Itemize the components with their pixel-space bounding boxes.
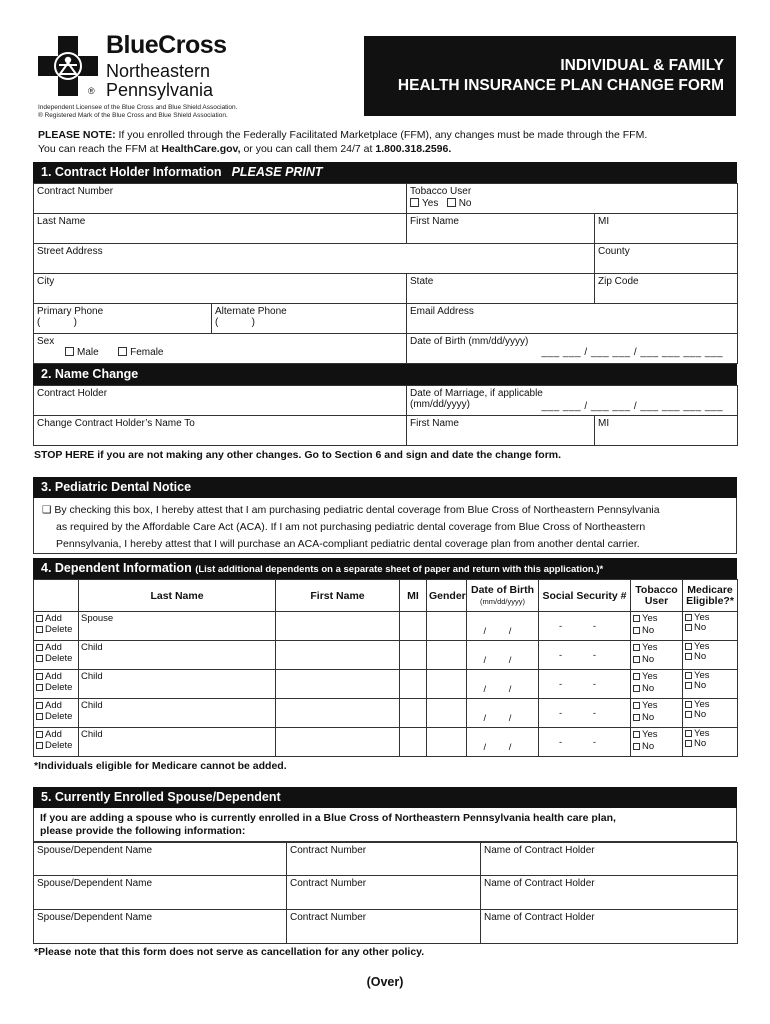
spouse-name-label: Spouse/Dependent Name	[37, 912, 153, 923]
dep-last-name-cell[interactable]	[79, 670, 276, 699]
dep-relation: Spouse	[81, 613, 114, 624]
dep-header-dob-format: (mm/dd/yyyy)	[480, 596, 525, 606]
delete-checkbox[interactable]	[36, 713, 43, 720]
delete-checkbox[interactable]	[36, 626, 43, 633]
dep-tobacco-cell	[631, 728, 683, 757]
tobacco-yes-checkbox[interactable]	[633, 702, 640, 709]
dep-medicare-cell	[683, 670, 738, 699]
contract-holder-field[interactable]	[34, 386, 407, 416]
add-checkbox[interactable]	[36, 644, 43, 651]
county-field[interactable]	[595, 244, 738, 274]
dep-tobacco-cell	[631, 699, 683, 728]
spouse-holder-field[interactable]	[481, 910, 738, 944]
add-checkbox[interactable]	[36, 731, 43, 738]
tobacco-no-checkbox[interactable]	[633, 656, 640, 663]
first-name-field[interactable]	[407, 214, 595, 244]
dep-dob-cell[interactable]: / /	[467, 641, 539, 670]
form-title-line1: INDIVIDUAL & FAMILY	[560, 57, 724, 74]
dep-ssn-cell[interactable]: - -	[539, 612, 631, 641]
dep-add-delete	[34, 670, 79, 699]
yes-label: Yes	[642, 729, 658, 740]
dep-ssn-cell[interactable]: - -	[539, 728, 631, 757]
spouse-contract-field[interactable]	[287, 876, 481, 910]
yes-label: Yes	[642, 613, 658, 624]
delete-checkbox[interactable]	[36, 742, 43, 749]
enrolled-row	[34, 876, 738, 910]
license-notice	[38, 104, 237, 120]
dep-relation: Child	[81, 671, 103, 682]
primary-phone-field[interactable]	[34, 304, 212, 334]
primary-phone-label: Primary Phone	[37, 306, 104, 317]
first-name-label: First Name	[410, 216, 459, 227]
add-label: Add	[45, 671, 62, 682]
tobacco-no-checkbox[interactable]	[447, 198, 456, 207]
brand-name: BlueCross	[106, 31, 227, 59]
dental-line3: Pennsylvania, I hereby attest that I will purchase an ACA-compliant pediatric dental coverage plan from another dental carrier.	[56, 538, 640, 550]
spouse-contract-label: Contract Number	[290, 912, 367, 923]
county-label: County	[598, 246, 630, 257]
license-line2: ® Registered Mark of the Blue Cross and Blue Shield Association.	[38, 112, 228, 119]
medicare-no-checkbox[interactable]	[685, 682, 692, 689]
enrolled-row	[34, 910, 738, 944]
dob-label: Date of Birth (mm/dd/yyyy)	[410, 336, 529, 347]
section3-title: 3. Pediatric Dental Notice	[41, 480, 192, 494]
dep-tobacco-cell	[631, 670, 683, 699]
medicare-no-checkbox[interactable]	[685, 740, 692, 747]
primary-phone-paren: ( )	[37, 317, 77, 328]
section5-title: 5. Currently Enrolled Spouse/Dependent	[41, 790, 281, 804]
dep-medicare-cell	[683, 699, 738, 728]
section1-subtitle: PLEASE PRINT	[231, 165, 323, 179]
add-label: Add	[45, 700, 62, 711]
yes-label: Yes	[694, 699, 710, 710]
contract-holder-table	[33, 183, 738, 364]
yes-label: Yes	[694, 670, 710, 681]
brand-region	[106, 62, 213, 100]
tobacco-no-label: No	[458, 198, 472, 209]
spouse-name-label: Spouse/Dependent Name	[37, 878, 153, 889]
dep-header-tobacco	[631, 580, 683, 612]
yes-label: Yes	[694, 728, 710, 739]
zip-field[interactable]	[595, 274, 738, 304]
dep-mi-cell[interactable]	[400, 728, 427, 757]
last-name-label: Last Name	[37, 216, 86, 227]
dep-mi-cell[interactable]	[400, 612, 427, 641]
section1-title: 1. Contract Holder Information	[41, 165, 222, 179]
alternate-phone-field[interactable]	[212, 304, 407, 334]
dep-mi-cell[interactable]	[400, 699, 427, 728]
delete-label: Delete	[45, 653, 73, 664]
new-mi-field[interactable]	[595, 416, 738, 446]
form-title-line2: HEALTH INSURANCE PLAN CHANGE FORM	[397, 77, 724, 94]
alternate-phone-paren: ( )	[215, 317, 255, 328]
dep-header-dob	[467, 580, 539, 612]
spouse-holder-field[interactable]	[481, 843, 738, 876]
zip-label: Zip Code	[598, 276, 639, 287]
medicare-yes-checkbox[interactable]	[685, 701, 692, 708]
dep-header-tobacco1: Tobacco	[635, 583, 678, 596]
dep-header-medicare2: Eligible?*	[686, 594, 734, 607]
dep-header-medicare	[683, 580, 738, 612]
spouse-holder-label: Name of Contract Holder	[484, 878, 595, 889]
tobacco-no-checkbox[interactable]	[633, 685, 640, 692]
add-checkbox[interactable]	[36, 702, 43, 709]
section5-intro	[40, 812, 730, 838]
dob-field[interactable]	[407, 334, 738, 364]
tobacco-no-checkbox[interactable]	[633, 743, 640, 750]
delete-label: Delete	[45, 740, 73, 751]
medicare-yes-checkbox[interactable]	[685, 730, 692, 737]
marriage-date-field[interactable]	[407, 386, 738, 416]
note-text2a: You can reach the FFM at	[38, 143, 162, 155]
medicare-no-checkbox[interactable]	[685, 711, 692, 718]
dep-first-name-cell[interactable]	[276, 641, 400, 670]
dep-header-blank	[34, 580, 79, 612]
dep-first-name-cell[interactable]	[276, 728, 400, 757]
tobacco-no-checkbox[interactable]	[633, 627, 640, 634]
dep-gender-cell[interactable]	[427, 728, 467, 757]
add-checkbox[interactable]	[36, 615, 43, 622]
dep-ssn-cell[interactable]: - -	[539, 670, 631, 699]
state-label: State	[410, 276, 434, 287]
delete-label: Delete	[45, 624, 73, 635]
section4-subtitle: (List additional dependents on a separate sheet of paper and return with this application.)*	[195, 564, 604, 575]
tobacco-no-checkbox[interactable]	[633, 714, 640, 721]
dep-mi-cell[interactable]	[400, 670, 427, 699]
section1-header	[33, 162, 737, 183]
email-label: Email Address	[410, 306, 474, 317]
section3-header	[33, 477, 737, 498]
no-label: No	[642, 625, 655, 636]
dep-add-delete	[34, 728, 79, 757]
dep-medicare-cell	[683, 641, 738, 670]
dep-add-delete	[34, 641, 79, 670]
no-label: No	[694, 680, 707, 691]
tobacco-yes-checkbox[interactable]	[410, 198, 419, 207]
dep-header-tobacco2: User	[644, 594, 669, 607]
marriage-date-format: (mm/dd/yyyy)	[410, 399, 470, 410]
dental-notice-text	[42, 502, 730, 553]
dep-relation: Child	[81, 729, 103, 740]
dep-last-name-cell[interactable]	[79, 728, 276, 757]
yes-label: Yes	[694, 641, 710, 652]
delete-label: Delete	[45, 682, 73, 693]
delete-checkbox[interactable]	[36, 684, 43, 691]
no-label: No	[694, 738, 707, 749]
dep-dob-cell[interactable]: / /	[467, 670, 539, 699]
dependent-row	[34, 728, 738, 757]
dep-medicare-cell	[683, 612, 738, 641]
spouse-name-field[interactable]	[34, 876, 287, 910]
ffm-note	[38, 128, 738, 156]
new-first-name-label: First Name	[410, 418, 459, 429]
dental-attest-checkbox[interactable]: ❑	[42, 504, 52, 516]
city-label: City	[37, 276, 55, 287]
dep-ssn-cell[interactable]: - -	[539, 699, 631, 728]
yes-label: Yes	[642, 642, 658, 653]
note-site: HealthCare.gov,	[161, 143, 241, 155]
section4-title: 4. Dependent Information	[41, 561, 192, 575]
tobacco-yes-checkbox[interactable]	[633, 615, 640, 622]
tobacco-yes-label: Yes	[422, 198, 439, 209]
tobacco-user-field	[407, 184, 738, 214]
enrolled-spouse-table	[33, 842, 738, 944]
over-indicator: (Over)	[366, 975, 404, 989]
dep-last-name-cell[interactable]	[79, 612, 276, 641]
email-field[interactable]	[407, 304, 738, 334]
spouse-holder-label: Name of Contract Holder	[484, 912, 595, 923]
add-label: Add	[45, 613, 62, 624]
change-name-label: Change Contract Holder’s Name To	[37, 418, 195, 429]
dep-tobacco-cell	[631, 612, 683, 641]
no-label: No	[694, 622, 707, 633]
dep-relation: Child	[81, 642, 103, 653]
marriage-date-blank: ___ ___ / ___ ___ / ___ ___ ___ ___	[541, 401, 724, 412]
registered-mark: ®	[88, 86, 95, 96]
dep-header-medicare1: Medicare	[687, 583, 733, 596]
dep-first-name-cell[interactable]	[276, 612, 400, 641]
tobacco-user-label: Tobacco User	[410, 186, 472, 197]
add-checkbox[interactable]	[36, 673, 43, 680]
new-first-name-field[interactable]	[407, 416, 595, 446]
dep-gender-cell[interactable]	[427, 641, 467, 670]
no-label: No	[642, 683, 655, 694]
yes-label: Yes	[642, 671, 658, 682]
name-change-table	[33, 385, 738, 446]
dependent-header-row	[34, 580, 738, 612]
mi-label: MI	[598, 216, 610, 227]
spouse-name-label: Spouse/Dependent Name	[37, 845, 153, 856]
dental-line2: as required by the Affordable Care Act (ACA). If I am not purchasing pediatric dental coverage from Blue Cross of Northeastern	[56, 521, 646, 533]
dental-line1: By checking this box, I hereby attest that I am purchasing pediatric dental coverage from Blue Cross of Northeastern Pennsylvania	[54, 504, 660, 516]
note-label: PLEASE NOTE:	[38, 129, 116, 141]
dep-dob-cell[interactable]: / /	[467, 612, 539, 641]
contract-number-label: Contract Number	[37, 186, 114, 197]
contract-holder-label: Contract Holder	[37, 388, 108, 399]
spouse-contract-field[interactable]	[287, 910, 481, 944]
street-address-label: Street Address	[37, 246, 103, 257]
dependent-row	[34, 699, 738, 728]
section4-header	[33, 558, 737, 579]
marriage-date-label: Date of Marriage, if applicable	[410, 388, 543, 399]
tobacco-yes-checkbox[interactable]	[633, 673, 640, 680]
medicare-yes-checkbox[interactable]	[685, 672, 692, 679]
dep-last-name-cell[interactable]	[79, 699, 276, 728]
yes-label: Yes	[642, 700, 658, 711]
dep-ssn-cell[interactable]: - -	[539, 641, 631, 670]
note-text2b: or you can call them 24/7 at	[240, 143, 376, 155]
note-phone: 1.800.318.2596.	[375, 143, 452, 155]
spouse-contract-field[interactable]	[287, 843, 481, 876]
spouse-contract-label: Contract Number	[290, 845, 367, 856]
sex-female-label: Female	[130, 347, 164, 358]
cancellation-note: *Please note that this form does not serve as cancellation for any other policy.	[34, 946, 425, 958]
note-text1: If you enrolled through the Federally Facilitated Marketplace (FFM), any changes must be made through the FFM.	[115, 129, 648, 141]
medicare-yes-checkbox[interactable]	[685, 614, 692, 621]
delete-label: Delete	[45, 711, 73, 722]
medicare-no-checkbox[interactable]	[685, 653, 692, 660]
dep-dob-cell[interactable]: / /	[467, 728, 539, 757]
section5-intro-line2: please provide the following information:	[40, 825, 246, 837]
dep-dob-cell[interactable]: / /	[467, 699, 539, 728]
section5-header	[33, 787, 737, 808]
dep-gender-cell[interactable]	[427, 612, 467, 641]
dep-header-first-name: First Name	[276, 580, 400, 612]
no-label: No	[642, 712, 655, 723]
dependent-table	[33, 579, 738, 757]
enrolled-row	[34, 843, 738, 876]
yes-label: Yes	[694, 612, 710, 623]
dep-header-mi: MI	[400, 580, 427, 612]
alternate-phone-label: Alternate Phone	[215, 306, 287, 317]
no-label: No	[642, 741, 655, 752]
dependent-row	[34, 612, 738, 641]
state-field[interactable]	[407, 274, 595, 304]
spouse-name-field[interactable]	[34, 910, 287, 944]
delete-checkbox[interactable]	[36, 655, 43, 662]
dep-add-delete	[34, 699, 79, 728]
section5-intro-line1: If you are adding a spouse who is currently enrolled in a Blue Cross of Northeastern Pennsylvania health care plan,	[40, 812, 616, 824]
spouse-name-field[interactable]	[34, 843, 287, 876]
dep-header-dob-label: Date of Birth	[471, 583, 534, 596]
medicare-yes-checkbox[interactable]	[685, 643, 692, 650]
sex-male-checkbox[interactable]	[65, 347, 74, 356]
tobacco-yes-checkbox[interactable]	[633, 644, 640, 651]
contract-number-field[interactable]	[34, 184, 407, 214]
section2-title: 2. Name Change	[41, 367, 139, 381]
dep-first-name-cell[interactable]	[276, 699, 400, 728]
stop-notice: STOP HERE if you are not making any other changes. Go to Section 6 and sign and date the change form.	[34, 449, 562, 461]
tobacco-yes-checkbox[interactable]	[633, 731, 640, 738]
sex-field	[34, 334, 407, 364]
change-name-field[interactable]	[34, 416, 407, 446]
dep-add-delete	[34, 612, 79, 641]
spouse-holder-field[interactable]	[481, 876, 738, 910]
medicare-no-checkbox[interactable]	[685, 624, 692, 631]
add-label: Add	[45, 642, 62, 653]
dep-mi-cell[interactable]	[400, 641, 427, 670]
sex-female-checkbox[interactable]	[118, 347, 127, 356]
no-label: No	[694, 651, 707, 662]
dep-relation: Child	[81, 700, 103, 711]
street-address-field[interactable]	[34, 244, 595, 274]
add-label: Add	[45, 729, 62, 740]
dep-first-name-cell[interactable]	[276, 670, 400, 699]
section2-header	[33, 364, 737, 385]
dependent-row	[34, 670, 738, 699]
spouse-holder-label: Name of Contract Holder	[484, 845, 595, 856]
no-label: No	[642, 654, 655, 665]
dep-header-last-name: Last Name	[79, 580, 276, 612]
city-field[interactable]	[34, 274, 407, 304]
dep-gender-cell[interactable]	[427, 699, 467, 728]
dep-last-name-cell[interactable]	[79, 641, 276, 670]
no-label: No	[694, 709, 707, 720]
sex-male-label: Male	[77, 347, 99, 358]
brand-region-line1: Northeastern	[106, 61, 211, 81]
license-line1: Independent Licensee of the Blue Cross and Blue Shield Association.	[38, 104, 238, 111]
dob-blank: ___ ___ / ___ ___ / ___ ___ ___ ___	[541, 347, 724, 358]
dep-header-gender: Gender	[427, 580, 467, 612]
dep-medicare-cell	[683, 728, 738, 757]
last-name-field[interactable]	[34, 214, 407, 244]
medicare-note: *Individuals eligible for Medicare cannot be added.	[34, 760, 287, 772]
dep-header-ssn: Social Security #	[539, 580, 631, 612]
form-title	[364, 36, 736, 116]
spouse-contract-label: Contract Number	[290, 878, 367, 889]
dep-tobacco-cell	[631, 641, 683, 670]
dependent-row	[34, 641, 738, 670]
new-mi-label: MI	[598, 418, 610, 429]
brand-region-line2: Pennsylvania	[106, 80, 214, 100]
sex-label: Sex	[37, 336, 55, 347]
mi-field[interactable]	[595, 214, 738, 244]
dep-gender-cell[interactable]	[427, 670, 467, 699]
